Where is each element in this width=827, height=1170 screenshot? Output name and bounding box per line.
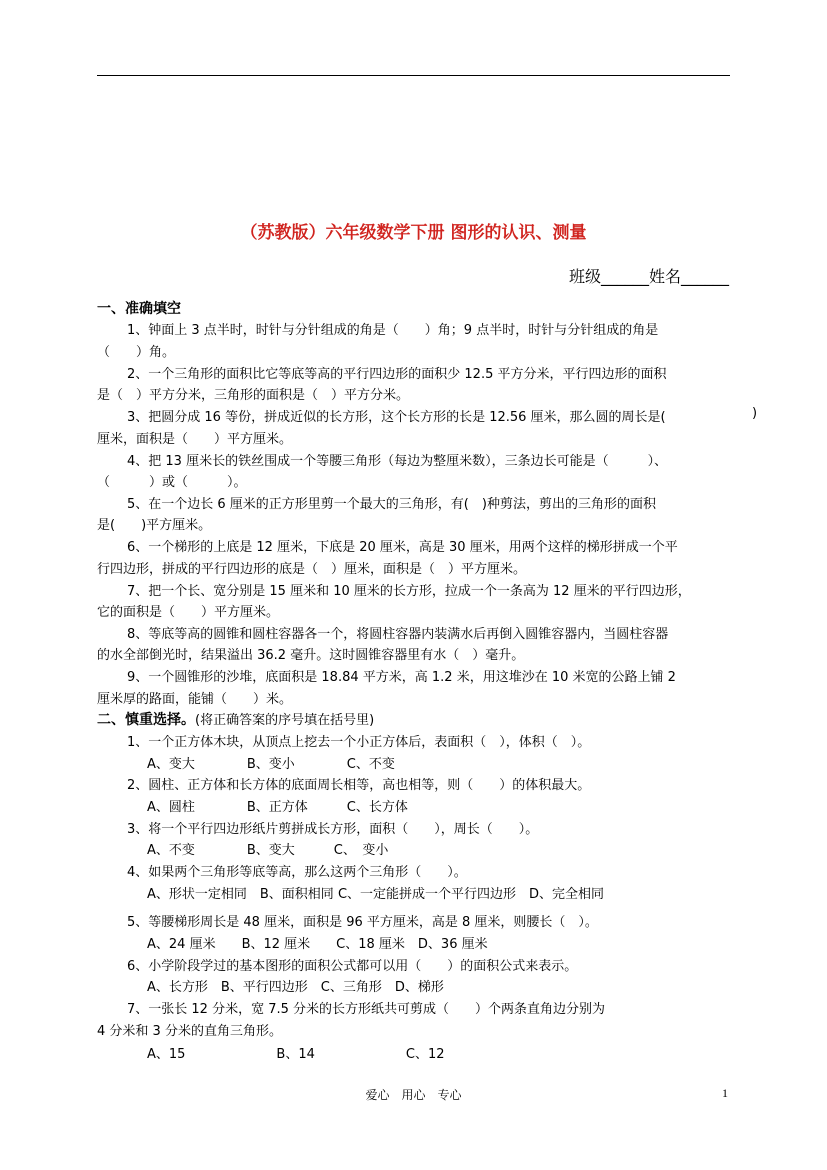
s1-line: 是（ ）平方分米，三角形的面积是（ ）平方分米。: [97, 388, 410, 403]
s2-line: 5、等腰梯形周长是 48 厘米，面积是 96 平方厘米，高是 8 厘米，则腰长（ ）。: [127, 915, 598, 930]
s1-q3-close-paren: ): [752, 406, 758, 421]
s1-line: 行四边形，拼成的平行四边形的底是（ ）厘米，面积是（ ）平方厘米。: [97, 562, 527, 577]
s2-line: 2、圆柱、正方体和长方体的底面周长相等，高也相等，则（ ）的体积最大。: [127, 778, 591, 793]
section2-heading: [97, 709, 374, 729]
s1-line: 9、一个圆锥形的沙堆，底面积是 18.84 平方米，高 1.2 米，用这堆沙在 10 米宽的公路上铺 2: [127, 670, 676, 685]
s1-line: （ ）角。: [97, 345, 176, 360]
page-title: （苏教版）六年级数学下册 图形的认识、测量: [240, 223, 587, 243]
s2-options: A、形状一定相同 B、面积相同 C、一定能拼成一个平行四边形 D、完全相同: [147, 887, 605, 902]
page-footer: 爱心 用心 专心: [365, 1088, 462, 1102]
s2-line: 3、将一个平行四边形纸片剪拼成长方形，面积（ ），周长（ ）。: [127, 822, 539, 837]
s2-line: 1、一个正方体木块，从顶点上挖去一个小正方体后，表面积（ ），体积（ ）。: [127, 735, 591, 750]
s1-line: 3、把圆分成 16 等份，拼成近似的长方形，这个长方形的长是 12.56 厘米，那么圆的周长是(: [127, 410, 666, 425]
s1-line: 4、把 13 厘米长的铁丝围成一个等腰三角形（每边为整厘米数），三条边长可能是（ ）、: [127, 454, 668, 469]
class-name-line: 班级______姓名______: [568, 267, 729, 286]
s2-options: A、15 B、14 C、12: [147, 1047, 445, 1062]
header-rule: [97, 75, 730, 76]
s1-line: 7、把一个长、宽分别是 15 厘米和 10 厘米的长方形，拉成一个一条高为 12 厘米的平行四边形，: [127, 584, 691, 599]
s1-line: 厘米厚的路面，能铺（ ）米。: [97, 692, 293, 707]
s2-line: 6、小学阶段学过的基本图形的面积公式都可以用（ ）的面积公式来表示。: [127, 959, 578, 974]
s2-options: A、变大 B、变小 C、不变: [147, 757, 395, 772]
page-number: 1: [722, 1086, 728, 1100]
s1-line: 的水全部倒光时，结果溢出 36.2 毫升。这时圆锥容器里有水（ ）毫升。: [97, 648, 525, 663]
section1-heading: 一、准确填空: [97, 301, 181, 317]
s1-line: 1、钟面上 3 点半时，时针与分针组成的角是（ ）角；9 点半时，时针与分针组成的角是: [127, 323, 659, 338]
s2-line: 7、一张长 12 分米，宽 7.5 分米的长方形纸共可剪成（ ）个两条直角边分别为: [127, 1002, 606, 1017]
s1-line: 5、在一个边长 6 厘米的正方形里剪一个最大的三角形，有( )种剪法，剪出的三角形的面积: [127, 497, 656, 512]
s2-line: 4、如果两个三角形等底等高，那么这两个三角形（ ）。: [127, 865, 467, 880]
s1-line: 6、一个梯形的上底是 12 厘米，下底是 20 厘米，高是 30 厘米，用两个这样的梯形拼成一个平: [127, 540, 678, 555]
s2-options: A、24 厘米 B、12 厘米 C、18 厘米 D、36 厘米: [147, 937, 488, 952]
s1-line: 8、等底等高的圆锥和圆柱容器各一个，将圆柱容器内装满水后再倒入圆锥容器内，当圆柱容器: [127, 627, 669, 642]
s2-options: A、圆柱 B、正方体 C、长方体: [147, 800, 408, 815]
s1-line: 它的面积是（ ）平方厘米。: [97, 605, 280, 620]
s1-line: （ ）或（ ）。: [97, 475, 247, 490]
s2-options: A、不变 B、变大 C、 变小: [147, 843, 389, 858]
section2-heading-text: 二、慎重选择。: [97, 712, 195, 728]
s1-line: 是( )平方厘米。: [97, 518, 212, 533]
s1-line: 厘米，面积是（ ）平方厘米。: [97, 432, 293, 447]
s1-line: 2、一个三角形的面积比它等底等高的平行四边形的面积少 12.5 平方分米，平行四边形的面积: [127, 367, 667, 382]
s2-options: A、长方形 B、平行四边形 C、三角形 D、梯形: [147, 980, 444, 995]
s2-line: 4 分米和 3 分米的直角三角形。: [97, 1024, 282, 1039]
section2-note: (将正确答案的序号填在括号里): [195, 713, 375, 728]
